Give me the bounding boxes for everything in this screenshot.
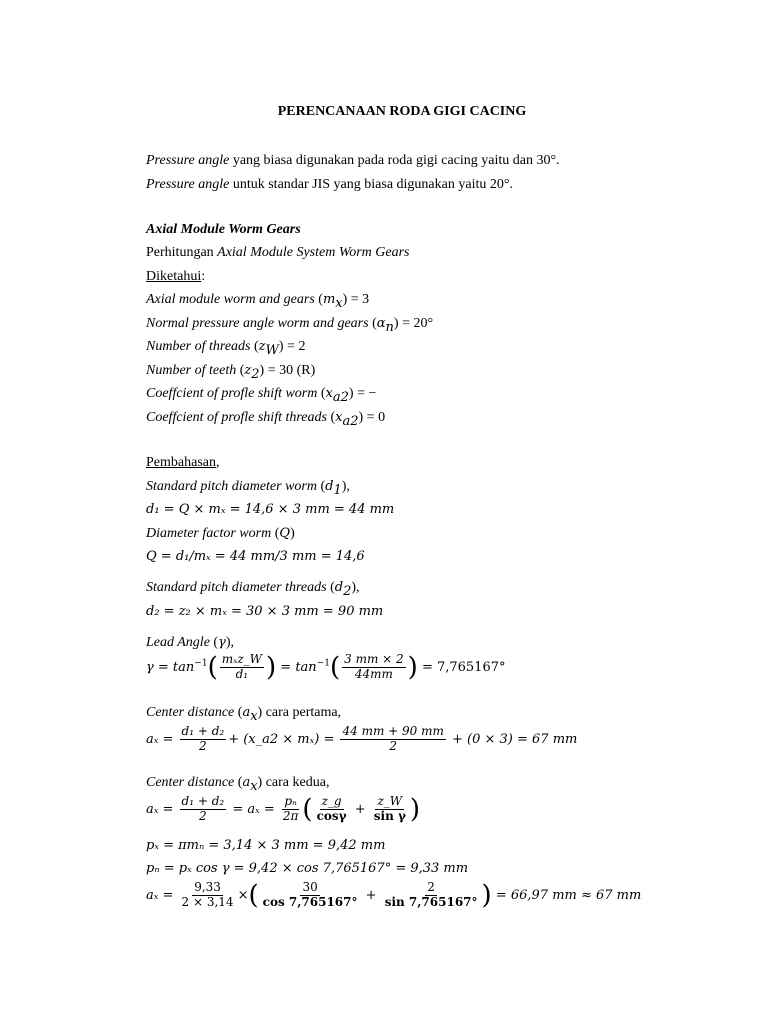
- known-heading: Diketahui:: [146, 269, 206, 284]
- s6-equation: aₓ = $\frac{\text{d₁ + d₂}}{2}$ = aₓ = $\frac{\text{pₙ}}{2\pi}$ ( $\frac{z\_g}{\cos\gamma}$ + $\frac{z\_W}{\text{sin γ}}$ ): [146, 794, 421, 825]
- s1-label: Standard pitch diameter worm $(d_1)$,: [146, 479, 350, 498]
- fraction: $\frac{3 mm \times 2}{44mm}$: [344, 652, 404, 681]
- s5-label: Center distance $(a_x)$ cara pertama,: [146, 705, 342, 724]
- fraction: $\frac{\text{mₓz\_W}}{\text{d₁}}$: [221, 652, 263, 681]
- intro-line-2: Pressure angle untuk standar JIS yang biasa digunakan yaitu 20°.: [146, 177, 513, 192]
- document-title: PERENCANAAN RODA GIGI CACING: [277, 104, 527, 119]
- s3-label: Standard pitch diameter threads $(d_2)$,: [146, 580, 360, 599]
- calc-subheading: Perhitungan Axial Module System Worm Gears: [146, 245, 410, 260]
- s4-equation: $\gamma = \tan^{-1}$( $\frac{\text{mₓz\_W}}{\text{d₁}}$ ) = $\tan^{-1}$( $\frac{3 mm \times 2}{44mm}$ ) = 7,765167°: [146, 652, 506, 683]
- fraction: $\frac{30}{\cos 7,765167^\circ}$: [262, 880, 358, 909]
- s5-equation: aₓ = $\frac{\text{d₁ + d₂}}{2}$ + (x_a2 × mₓ) = $\frac{44 mm + 90 mm}{2}$ + (0 × 3) = 67 mm: [146, 724, 578, 753]
- s1-equation: d₁ = Q × mₓ = 14,6 × 3 mm = 44 mm: [146, 502, 395, 517]
- fraction: $\frac{z\_W}{\text{sin γ}}$: [373, 794, 406, 823]
- given-threads: Number of threads $(z_W) = 2$: [146, 339, 306, 358]
- given-shift-worm: Coeffcient of profle shift worm $(x_{a2})$ = −: [146, 386, 377, 405]
- fraction: $\frac{44 mm + 90 mm}{2}$: [342, 724, 444, 753]
- given-pressure-angle: Normal pressure angle worm and gears $(\alpha_n) = 20^\circ$: [146, 316, 434, 335]
- solution-heading: Pembahasan,: [146, 455, 220, 470]
- fraction: $\frac{\text{pₙ}}{2\pi}$: [282, 794, 299, 823]
- fraction: $\frac{z\_g}{\cos\gamma}$: [316, 794, 347, 823]
- s2-equation: Q = d₁/mₓ = 44 mm/3 mm = 14,6: [146, 549, 365, 564]
- intro-line-1: Pressure angle yang biasa digunakan pada roda gigi cacing yaitu dan 30°.: [146, 153, 560, 168]
- given-shift-threads: Coeffcient of profle shift threads $(x_{a2}) = 0$: [146, 410, 386, 429]
- s8-equation: pₙ = pₓ cos γ = 9,42 × cos 7,765167° = 9,33 mm: [146, 861, 469, 876]
- fraction: $\frac{2}{\sin 7,765167^\circ}$: [384, 880, 478, 909]
- s9-equation: aₓ = $\frac{9,33}{2 \times 3,14}$ ×( $\frac{30}{\cos 7,765167^\circ}$ + $\frac{2}{\sin 7,765167^\circ}$ ) = 66,97 mm ≈ 67 mm: [146, 880, 642, 911]
- given-axial-module: Axial module worm and gears $(m_x) = 3$: [146, 292, 370, 311]
- s4-label: Lead Angle (γ),: [146, 635, 235, 650]
- section-heading: Axial Module Worm Gears: [146, 222, 301, 237]
- s2-label: Diameter factor worm (Q): [146, 526, 295, 541]
- s6-label: Center distance $(a_x)$ cara kedua,: [146, 775, 330, 794]
- fraction: $\frac{\text{d₁ + d₂}}{2}$: [181, 724, 225, 753]
- s7-equation: pₓ = πmₙ = 3,14 × 3 mm = 9,42 mm: [146, 838, 386, 853]
- fraction: $\frac{9,33}{2 \times 3,14}$: [181, 880, 234, 909]
- given-teeth: Number of teeth $(z_2) = 30$ (R): [146, 363, 316, 382]
- fraction: $\frac{\text{d₁ + d₂}}{2}$: [181, 794, 225, 823]
- s3-equation: d₂ = z₂ × mₓ = 30 × 3 mm = 90 mm: [146, 604, 384, 619]
